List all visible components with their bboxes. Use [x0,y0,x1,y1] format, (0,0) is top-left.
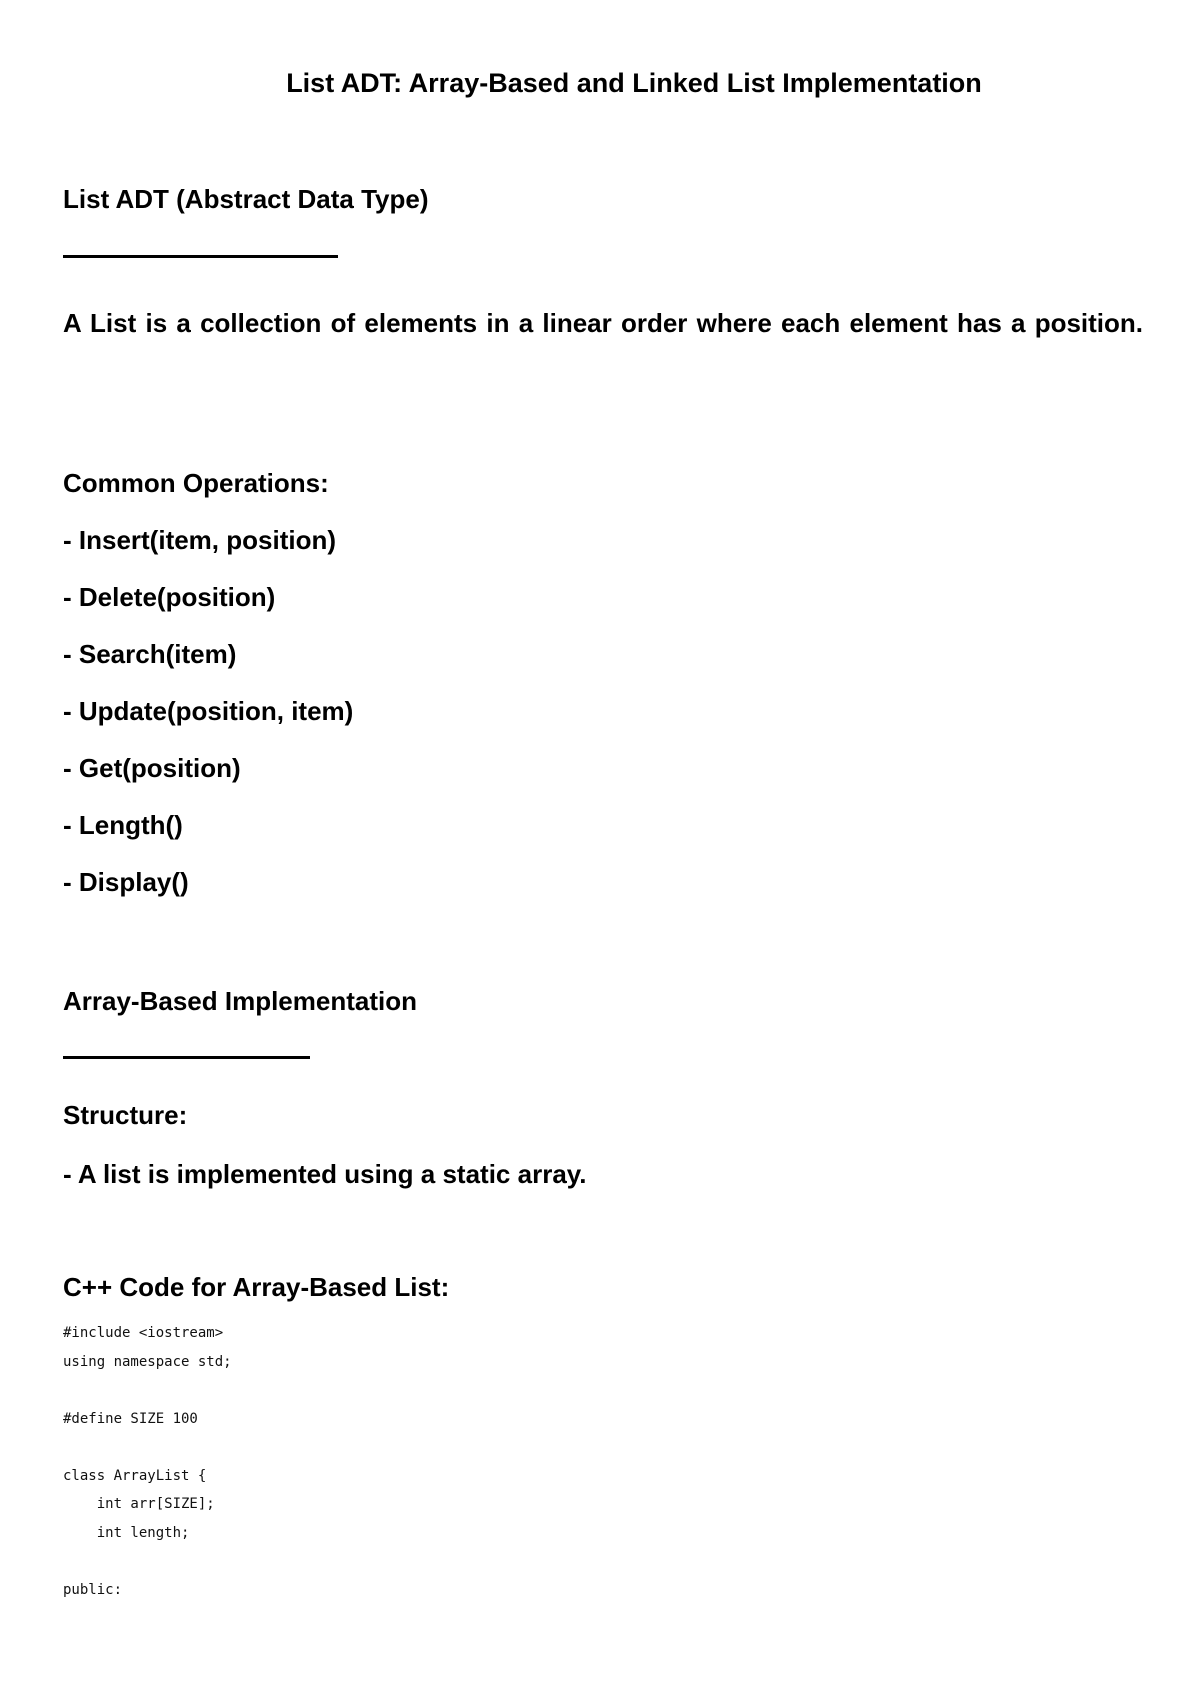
operation-item: - Display() [63,867,189,897]
code-line: class ArrayList { [63,1467,207,1484]
code-line: int arr[SIZE]; [63,1496,215,1512]
code-heading: C++ Code for Array-Based List: [63,1272,450,1302]
code-line: int length; [63,1524,190,1541]
code-line [63,1547,232,1576]
operation-item: - Update(position, item) [63,696,354,726]
common-operations-heading: Common Operations: [63,468,329,498]
operation-item: - Search(item) [63,639,237,669]
code-line: #define SIZE 100 [63,1410,198,1427]
operation-item: - Length() [63,810,183,840]
code-line: public: [63,1581,123,1598]
section-heading-array-based: Array-Based Implementation [63,986,417,1016]
code-line [63,1376,232,1405]
code-line: #include <iostream> [63,1325,224,1341]
operation-item: - Insert(item, position) [63,525,336,555]
document-title: List ADT: Array-Based and Linked List Implementation [286,68,982,98]
list-definition-paragraph: A List is a collection of elements in a linear order where each element has a position. [63,308,1144,338]
section-underline-list-adt [63,255,338,258]
section-heading-list-adt: List ADT (Abstract Data Type) [63,184,429,214]
code-line: using namespace std; [63,1353,232,1370]
code-block [63,1319,232,1604]
structure-label: Structure: [63,1100,188,1130]
operation-item: - Delete(position) [63,582,276,612]
operation-item: - Get(position) [63,753,241,783]
structure-item: - A list is implemented using a static array. [63,1159,587,1189]
section-underline-array-based [63,1056,310,1059]
code-line [63,1433,232,1462]
